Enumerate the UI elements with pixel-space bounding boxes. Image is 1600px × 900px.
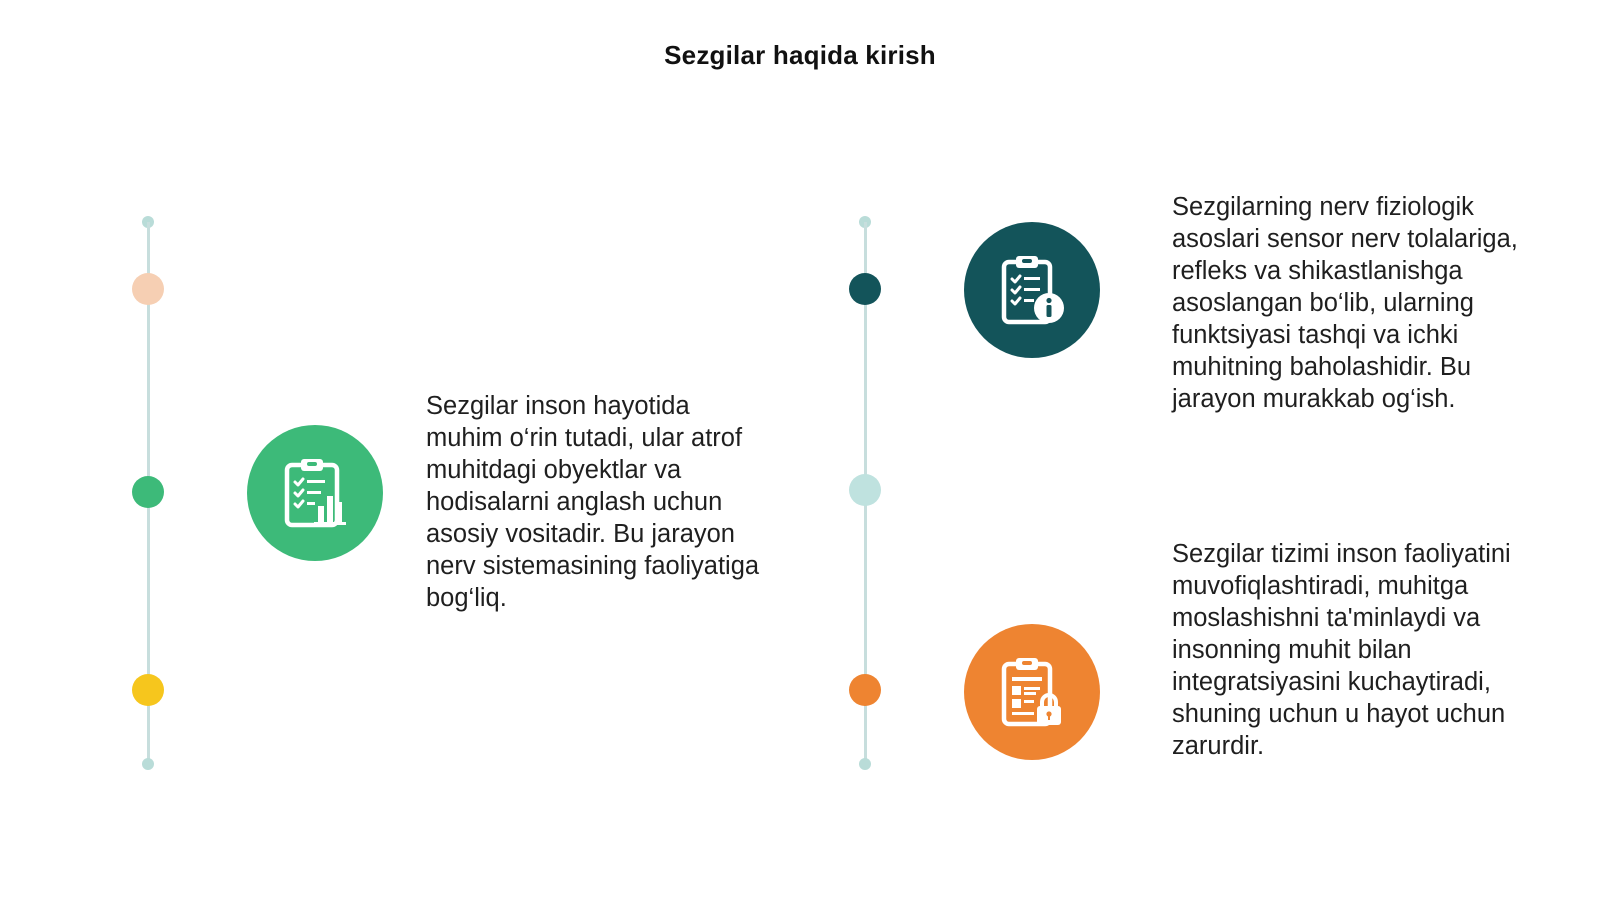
- timeline-dot-teal: [849, 273, 881, 305]
- item-3-badge: [964, 624, 1100, 760]
- item-3-text: Sezgilar tizimi inson faoliyatini muvofiqlashtiradi, muhitga moslashishni ta'minlaydi va insonning muhit bilan integratsiyasini kuchaytiradi, shuning uchun u hayot uchun zarurdir.: [1172, 540, 1511, 760]
- timeline-dot-orange: [849, 674, 881, 706]
- item-1-badge: [247, 425, 383, 561]
- item-2-badge: [964, 222, 1100, 358]
- timeline-end-cap: [142, 758, 154, 770]
- timeline-dot-yellow: [132, 674, 164, 706]
- page-title: Sezgilar haqida kirish: [664, 40, 936, 70]
- clipboard-chart-icon: [278, 456, 352, 530]
- clipboard-lock-icon: [995, 655, 1069, 729]
- item-2-text: Sezgilarning nerv fiziologik asoslari sensor nerv tolalariga, refleks va shikastlanishga asoslangan bo‘lib, ularning funktsiyasi tashqi va ichki muhitning baholashidir. Bu jarayon murakkab og‘ish.: [1172, 193, 1518, 413]
- timeline-dot-pale-teal: [849, 474, 881, 506]
- item-1-text: Sezgilar inson hayotida muhim o‘rin tutadi, ular atrof muhitdagi obyektlar va hodisalarni anglash uchun asosiy vositadir. Bu jarayon nerv sistemasining faoliyatiga bog‘liq.: [426, 392, 760, 612]
- timeline-dot-peach: [132, 273, 164, 305]
- timeline-dot-green: [132, 476, 164, 508]
- clipboard-info-icon: [995, 253, 1069, 327]
- timeline-end-cap: [859, 758, 871, 770]
